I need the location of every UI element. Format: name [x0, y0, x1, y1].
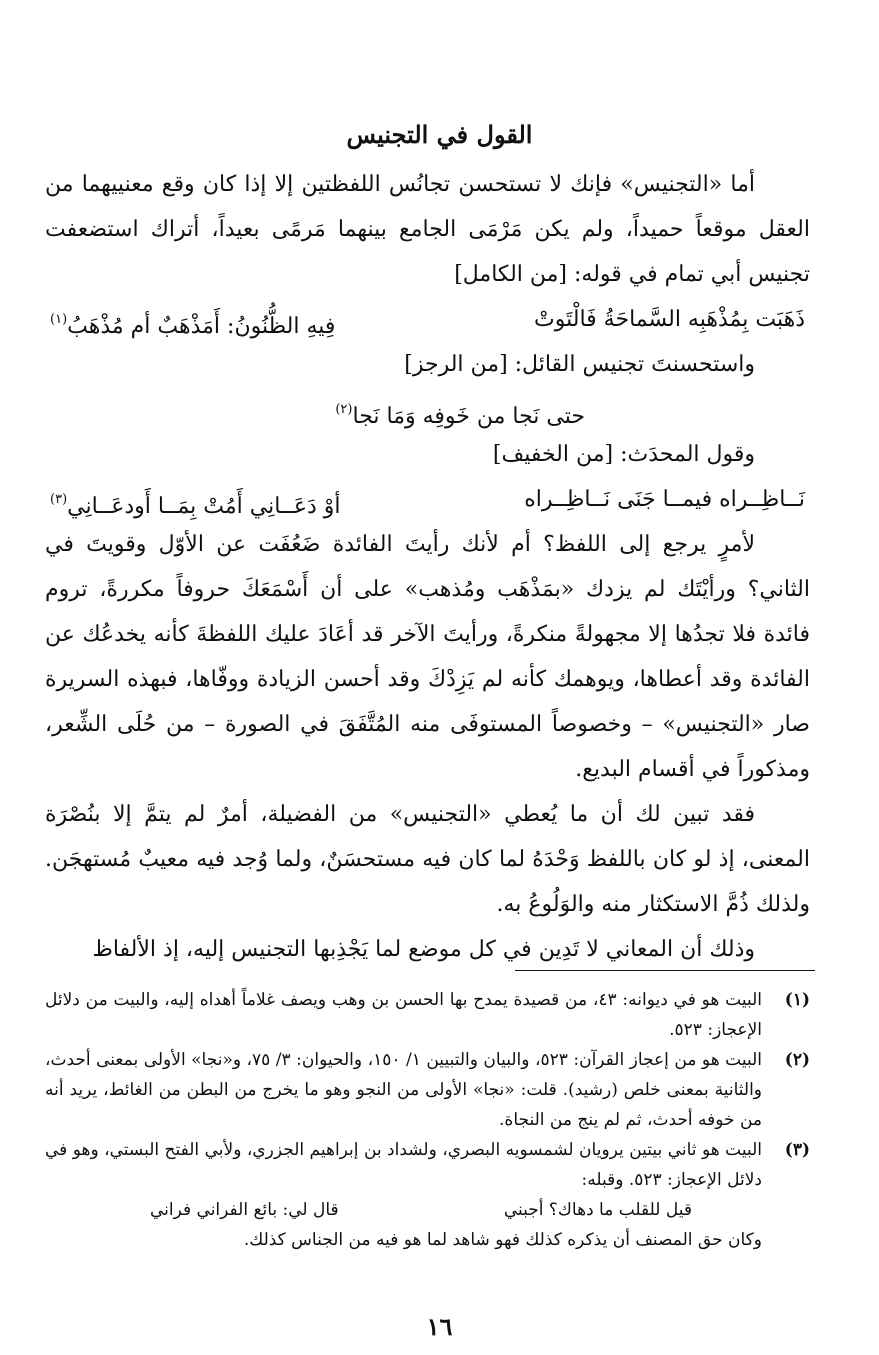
footnote-ref-3: (٣)	[50, 492, 68, 507]
section-heading: القول في التجنيس	[346, 120, 533, 149]
footnote-1	[45, 985, 810, 1045]
paragraph-1: أما «التجنيس» فإنك لا تستحسن تجانُس اللفظتين إلا إذا كان وقع معنييهما من العقل موقعاً حميداً، ولم يكن مَرْمَى الجامع بينهما مَرمًى بعيداً، أتراك استضعفت تجنيس أبي تمام في قوله: [من الكامل]	[45, 172, 810, 287]
paragraph-2: لأمرٍ يرجع إلى اللفظ؟ أم لأنك رأيتَ الفائدة ضَعُفَت عن الأوّل وقويتَ في الثاني؟ ورأيْتَك لم يزدك «بمَذْهَب ومُذهب» على أن أَسْمَعَكَ حروفاً مكررةً، تروم فائدة فلا تجدُها إلا مجهولةً منكرةً، ورأيتَ الآخر قد أعَادَ عليك اللفظةَ كأنه يخدعُك عن الفائدة وقد أعطاها، ويوهمك كأنه لم يَزِدْكَ وقد أحسن الزيادة ووفّاها، فبهذه السريرة صار «التجنيس» – وخصوصاً المستوفَى منه المُتَّفَقَ في الصورة – من حُلَى الشِّعر، ومذكوراً في أقسام البديع.	[45, 532, 810, 782]
footnote-verse-first: قيل للقلب ما دهاك؟ أجبني	[503, 1200, 692, 1220]
page-number: ١٦	[426, 1312, 453, 1341]
verse-2-text: حتى نَجا من خَوفِه وَمَا نَجا	[352, 404, 585, 429]
paragraph-4: وذلك أن المعاني لا تَدِين في كل موضع لما يَجْذِبها التجنيس إليه، إذ الألفاظ	[92, 937, 755, 962]
footnote-divider	[515, 970, 815, 971]
verse-3-first-hemistich: نَــاظِــراه فيمــا جَنَى نَــاظِــراه	[524, 487, 805, 512]
verse-3-second-hemistich: أوْ دَعَــانِي أَمُتْ بِمَــا أَودعَــانِي	[67, 494, 341, 519]
footnote-text: البيت هو في ديوانه: ٤٣، من قصيدة يمدح بها الحسن بن وهب ويصف غلاماً أهداه إليه، والبيت من دلائل الإعجاز: ٥٢٣.	[45, 990, 762, 1040]
footnote-verse	[45, 1195, 762, 1225]
paragraph-3: فقد تبين لك أن ما يُعطي «التجنيس» من الفضيلة، أمرٌ لم يتمَّ إلا بنُصْرَة المعنى، إذ لو كان باللفظ وَحْدَهُ لما كان فيه مستحسَنٌ، ولما وُجد فيه معيبٌ مُستهجَن. ولذلك ذُمَّ الاستكثار منه والوَلُوعُ به.	[45, 802, 810, 917]
footnote-body	[45, 1135, 762, 1255]
verse-1-second-hemistich: فِيهِ الظُّنُونُ: أَمَذْهَبٌ أم مُذْهَبُ	[67, 314, 336, 339]
footnote-number: (١)	[784, 990, 810, 1010]
footnote-ref-1: (١)	[50, 312, 68, 327]
footnote-after-text: وكان حق المصنف أن يذكره كذلك فهو شاهد لما هو فيه من الجناس كذلك.	[243, 1230, 762, 1250]
verse-1-first-hemistich: ذَهَبَت بِمُذْهَبِه السَّماحَةُ فَالْتَوتْ	[534, 307, 805, 332]
footnote-2	[45, 1045, 810, 1135]
line-3: وقول المحدَث: [من الخفيف]	[492, 442, 755, 467]
footnote-number: (٣)	[784, 1140, 810, 1160]
footnote-3	[45, 1135, 810, 1255]
main-text	[45, 162, 810, 972]
verse-1	[45, 297, 810, 342]
footnotes	[45, 985, 810, 1255]
verse-2	[45, 387, 810, 432]
footnote-text: البيت هو ثاني بيتين يرويان لشمسويه البصري، ولشداد بن إبراهيم الجزري، ولأبي الفتح البستي، وهو في دلائل الإعجاز: ٥٢٣. وقبله:	[45, 1140, 762, 1190]
verse-3	[45, 477, 810, 522]
line-2: واستحسنتَ تجنيس القائل: [من الرجز]	[404, 352, 755, 377]
footnote-ref-2: (٢)	[335, 402, 353, 417]
footnote-number: (٢)	[784, 1050, 810, 1070]
footnote-text: البيت هو من إعجاز القرآن: ٥٢٣، والبيان والتبيين ١/ ١٥٠، والحيوان: ٣/ ٧٥، و«نجا» الأولى بمعنى أحدث، والثانية بمعنى خلص (رشيد). قلت: «نجا» الأولى من النجو وهو ما يخرج من البطن من الغائط، يريد أنه من خوفه أحدث، ثم لم ينج من النجاة.	[45, 1050, 763, 1130]
verse-1-second-hemistich-wrap	[50, 297, 335, 342]
verse-3-second-hemistich-wrap	[50, 477, 340, 522]
footnote-verse-second: قال لي: بائع الفراني فراني	[150, 1200, 339, 1220]
